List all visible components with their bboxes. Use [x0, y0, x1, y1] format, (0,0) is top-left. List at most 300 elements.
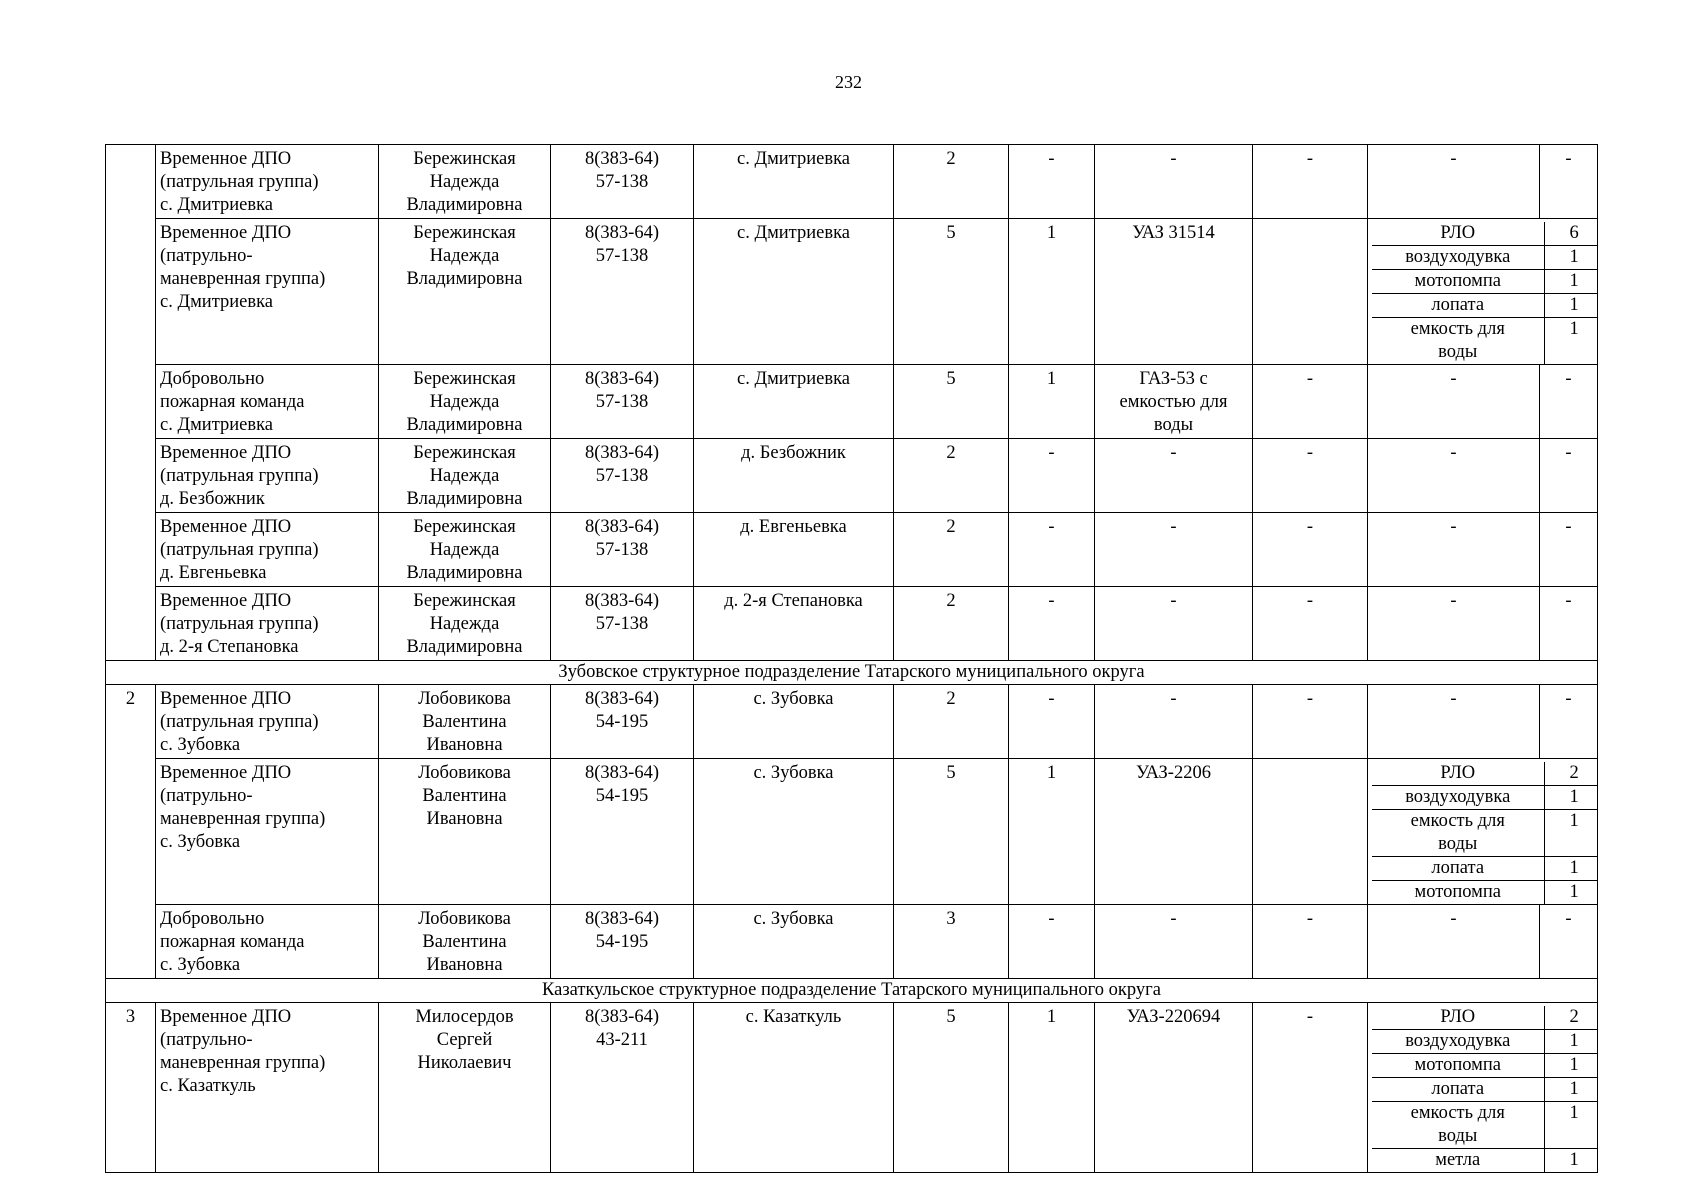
equipment-name-cell: [1372, 810, 1544, 857]
equipment-qty-cell: [1544, 1149, 1598, 1173]
table-row: [106, 145, 1598, 219]
table-row: [106, 365, 1598, 439]
equipment-qty-cell: [1544, 1102, 1598, 1149]
head-name-line: Владимировна: [406, 563, 523, 583]
equipment-qty-cell: [1544, 1054, 1598, 1078]
vehicle-model-cell: [1095, 439, 1253, 513]
equipment-qty: -: [1565, 909, 1572, 929]
phone-line: 57-138: [595, 614, 649, 634]
vehicle-model-line: -: [1170, 591, 1177, 611]
vehicle-count-cell: [1009, 513, 1095, 587]
equipment-name-cell: [1372, 762, 1544, 786]
equipment-qty: 1: [1569, 882, 1579, 902]
phone-cell: [551, 905, 694, 979]
phone-cell: [551, 365, 694, 439]
equipment-qty-cell: [1540, 587, 1598, 661]
phone-line: 8(383-64): [585, 763, 659, 783]
equipment-name: мотопомпа: [1414, 271, 1501, 291]
vehicle-model-line: ГАЗ-53 с: [1139, 369, 1208, 389]
head-name-line: Бережинская: [413, 517, 516, 537]
equipment-table: [1372, 762, 1598, 904]
equipment-name: лопата: [1431, 1079, 1485, 1099]
extra-value: -: [1306, 149, 1314, 169]
equipment-name: -: [1450, 591, 1457, 611]
head-name-line: Надежда: [429, 172, 500, 192]
phone-line: 8(383-64): [585, 591, 659, 611]
people-count-cell: [894, 219, 1009, 365]
equipment-qty: -: [1565, 517, 1572, 537]
equipment-qty: 1: [1569, 858, 1579, 878]
place-text: д. 2-я Степановка: [724, 591, 863, 611]
unit-name-line: Временное ДПО: [160, 1007, 292, 1027]
unit-name-line: (патрульно-: [160, 1030, 253, 1050]
equipment-name: емкость для: [1410, 811, 1505, 831]
head-name-cell: [379, 219, 551, 365]
place-cell: [694, 1003, 894, 1173]
vehicle-count: 1: [1046, 223, 1057, 243]
unit-name-line: Временное ДПО: [160, 763, 292, 783]
vehicle-model-cell: [1095, 365, 1253, 439]
people-count-cell: [894, 905, 1009, 979]
phone-line: 8(383-64): [585, 443, 659, 463]
vehicle-count-cell: [1009, 439, 1095, 513]
equipment-row: [1372, 246, 1598, 270]
vehicle-count-cell: [1009, 1003, 1095, 1173]
equipment-qty-cell: [1544, 1006, 1598, 1030]
equipment-row: [1372, 786, 1598, 810]
phone-cell: [551, 685, 694, 759]
equipment-row: [1372, 1149, 1598, 1173]
place-text: с. Зубовка: [753, 909, 834, 929]
equipment-name-cell: [1372, 318, 1544, 365]
group-number: [106, 145, 156, 661]
group-number: 3: [106, 1003, 156, 1173]
phone-line: 8(383-64): [585, 223, 659, 243]
unit-name-line: (патрульно-: [160, 246, 253, 266]
head-name-line: Валентина: [422, 786, 507, 806]
equipment-row: [1372, 294, 1598, 318]
place-cell: [694, 365, 894, 439]
equipment-qty: -: [1565, 443, 1572, 463]
head-name-line: Сергей: [436, 1030, 493, 1050]
unit-name-line: д. 2-я Степановка: [160, 637, 299, 657]
people-count-cell: [894, 365, 1009, 439]
head-name-line: Лобовикова: [418, 763, 511, 783]
unit-name-line: Временное ДПО: [160, 517, 292, 537]
vehicle-count: -: [1048, 149, 1055, 169]
equipment-row: [1372, 270, 1598, 294]
equipment-row: [1372, 857, 1598, 881]
head-name-cell: [379, 905, 551, 979]
section-header-row: [106, 661, 1598, 685]
head-name-cell: [379, 685, 551, 759]
vehicle-model-cell: [1095, 513, 1253, 587]
extra-cell: [1253, 1003, 1368, 1173]
unit-name-line: с. Дмитриевка: [160, 292, 274, 312]
head-name-line: Николаевич: [417, 1053, 512, 1073]
equipment-name: РЛО: [1440, 223, 1476, 243]
equipment-row: [1372, 318, 1598, 365]
unit-name-line: с. Зубовка: [160, 735, 241, 755]
vehicle-model-cell: [1095, 759, 1253, 905]
unit-name-line: с. Дмитриевка: [160, 195, 274, 215]
place-cell: [694, 905, 894, 979]
equipment-name: воды: [1438, 342, 1478, 362]
equipment-qty-cell: [1544, 270, 1598, 294]
equipment-qty-cell: [1540, 513, 1598, 587]
vehicle-model-line: -: [1170, 517, 1177, 537]
vehicle-count: -: [1048, 443, 1055, 463]
equipment-name-cell: [1372, 881, 1544, 905]
section-title: Казаткульское структурное подразделение Татарского муниципального округа: [106, 979, 1598, 1003]
equipment-name-cell: [1372, 294, 1544, 318]
phone-cell: [551, 439, 694, 513]
equipment-qty-cell: [1540, 365, 1598, 439]
head-name-line: Надежда: [429, 466, 500, 486]
head-name-line: Надежда: [429, 540, 500, 560]
place-cell: [694, 685, 894, 759]
unit-name-line: (патрульная группа): [160, 712, 319, 732]
phone-line: 8(383-64): [585, 1007, 659, 1027]
people-count-cell: [894, 587, 1009, 661]
people-count: 3: [946, 909, 956, 929]
equipment-qty-cell: [1540, 685, 1598, 759]
equipment-name-cell: [1368, 587, 1540, 661]
people-count-cell: [894, 685, 1009, 759]
head-name-line: Владимировна: [406, 637, 523, 657]
extra-value: -: [1306, 689, 1314, 709]
place-cell: [694, 439, 894, 513]
unit-name-line: Добровольно: [160, 369, 265, 389]
people-count: 2: [946, 689, 956, 709]
equipment-name-cell: [1372, 1054, 1544, 1078]
place-text: с. Казаткуль: [745, 1007, 842, 1027]
vehicle-model-cell: [1095, 685, 1253, 759]
extra-value: -: [1306, 909, 1314, 929]
vehicle-model-line: -: [1170, 909, 1177, 929]
vehicle-model-cell: [1095, 1003, 1253, 1173]
head-name-cell: [379, 759, 551, 905]
equipment-qty-cell: [1540, 905, 1598, 979]
equipment-row: [1372, 1078, 1598, 1102]
unit-name-line: с. Зубовка: [160, 955, 241, 975]
unit-name-line: Добровольно: [160, 909, 265, 929]
place-text: д. Безбожник: [741, 443, 846, 463]
phone-line: 54-195: [595, 932, 649, 952]
equipment-qty-cell: [1544, 294, 1598, 318]
equipment-name: лопата: [1431, 295, 1485, 315]
equipment-name: воды: [1438, 1126, 1478, 1146]
head-name-cell: [379, 513, 551, 587]
unit-name-cell: [156, 219, 379, 365]
phone-line: 54-195: [595, 786, 649, 806]
equipment-qty: 2: [1569, 1007, 1579, 1027]
equipment-cell: [1368, 219, 1598, 365]
equipment-name: -: [1450, 149, 1457, 169]
unit-name-line: маневренная группа): [160, 269, 326, 289]
section-title: Зубовское структурное подразделение Татарского муниципального округа: [106, 661, 1598, 685]
vehicle-model-cell: [1095, 219, 1253, 365]
head-name-cell: [379, 587, 551, 661]
equipment-row: [1372, 1054, 1598, 1078]
equipment-name-cell: [1372, 857, 1544, 881]
equipment-qty-cell: [1544, 881, 1598, 905]
place-text: с. Дмитриевка: [736, 223, 850, 243]
equipment-name-cell: [1372, 1149, 1544, 1173]
equipment-qty-cell: [1540, 439, 1598, 513]
head-name-line: Бережинская: [413, 443, 516, 463]
head-name-line: Ивановна: [426, 809, 503, 829]
unit-name-line: маневренная группа): [160, 1053, 326, 1073]
equipment-qty: 1: [1569, 811, 1579, 831]
extra-cell: [1253, 513, 1368, 587]
fire-units-table: [105, 144, 1598, 1173]
equipment-qty-cell: [1544, 1030, 1598, 1054]
equipment-name-cell: [1372, 1030, 1544, 1054]
equipment-name: лопата: [1431, 858, 1485, 878]
phone-cell: [551, 1003, 694, 1173]
vehicle-model-line: УАЗ 31514: [1132, 223, 1215, 243]
unit-name-line: (патрульная группа): [160, 466, 319, 486]
equipment-row: [1372, 1030, 1598, 1054]
equipment-name-cell: [1368, 513, 1540, 587]
phone-line: 8(383-64): [585, 369, 659, 389]
equipment-qty: 1: [1569, 1103, 1579, 1123]
people-count-cell: [894, 513, 1009, 587]
equipment-name: -: [1450, 909, 1457, 929]
people-count: 2: [946, 443, 956, 463]
extra-value: -: [1306, 591, 1314, 611]
phone-line: 57-138: [595, 466, 649, 486]
unit-name-cell: [156, 145, 379, 219]
unit-name-line: Временное ДПО: [160, 689, 292, 709]
equipment-name-cell: [1372, 222, 1544, 246]
place-cell: [694, 759, 894, 905]
head-name-cell: [379, 439, 551, 513]
equipment-qty: 2: [1569, 763, 1579, 783]
vehicle-count-cell: [1009, 219, 1095, 365]
equipment-name: -: [1450, 369, 1457, 389]
equipment-qty: 1: [1569, 1031, 1579, 1051]
vehicle-model-cell: [1095, 905, 1253, 979]
equipment-qty-cell: [1544, 318, 1598, 365]
vehicle-model-line: УАЗ-220694: [1126, 1007, 1221, 1027]
vehicle-model-line: УАЗ-2206: [1136, 763, 1211, 783]
phone-cell: [551, 759, 694, 905]
table-row: [106, 513, 1598, 587]
people-count-cell: [894, 145, 1009, 219]
unit-name-cell: [156, 513, 379, 587]
unit-name-line: Временное ДПО: [160, 443, 292, 463]
people-count-cell: [894, 1003, 1009, 1173]
head-name-line: Владимировна: [406, 415, 523, 435]
equipment-qty: 1: [1569, 1079, 1579, 1099]
equipment-name: емкость для: [1410, 319, 1505, 339]
phone-line: 57-138: [595, 172, 649, 192]
equipment-row: [1372, 762, 1598, 786]
place-text: с. Дмитриевка: [736, 149, 850, 169]
unit-name-line: д. Безбожник: [160, 489, 265, 509]
equipment-name-cell: [1372, 786, 1544, 810]
equipment-name-cell: [1368, 145, 1540, 219]
equipment-qty: 1: [1569, 1150, 1579, 1170]
unit-name-line: с. Казаткуль: [160, 1076, 256, 1096]
equipment-name: воздуходувка: [1405, 247, 1511, 267]
equipment-name: мотопомпа: [1414, 882, 1501, 902]
equipment-qty: 1: [1569, 1055, 1579, 1075]
head-name-cell: [379, 1003, 551, 1173]
vehicle-model-line: воды: [1153, 415, 1194, 435]
equipment-name: РЛО: [1440, 763, 1476, 783]
equipment-name: воды: [1438, 834, 1478, 854]
unit-name-cell: [156, 587, 379, 661]
vehicle-count: -: [1048, 517, 1055, 537]
head-name-line: Валентина: [422, 712, 507, 732]
equipment-name-cell: [1368, 905, 1540, 979]
phone-line: 57-138: [595, 246, 649, 266]
equipment-name: -: [1450, 689, 1457, 709]
equipment-name: метла: [1435, 1150, 1481, 1170]
equipment-qty: 1: [1569, 319, 1579, 339]
vehicle-count: -: [1048, 909, 1055, 929]
equipment-row: [1372, 810, 1598, 857]
head-name-line: Лобовикова: [418, 909, 511, 929]
equipment-table: [1372, 222, 1598, 364]
extra-value: -: [1306, 369, 1314, 389]
vehicle-count: 1: [1046, 369, 1057, 389]
group-number: 2: [106, 685, 156, 979]
equipment-name: мотопомпа: [1414, 1055, 1501, 1075]
extra-cell: [1253, 759, 1368, 905]
unit-name-line: (патрульная группа): [160, 614, 319, 634]
unit-name-line: (патрульно-: [160, 786, 253, 806]
place-cell: [694, 587, 894, 661]
phone-line: 54-195: [595, 712, 649, 732]
phone-line: 8(383-64): [585, 689, 659, 709]
extra-value: -: [1306, 1007, 1314, 1027]
equipment-qty-cell: [1544, 1078, 1598, 1102]
head-name-cell: [379, 365, 551, 439]
equipment-name-cell: [1368, 365, 1540, 439]
place-cell: [694, 145, 894, 219]
unit-name-cell: [156, 439, 379, 513]
head-name-line: Владимировна: [406, 269, 523, 289]
head-name-line: Валентина: [422, 932, 507, 952]
equipment-qty: 1: [1569, 295, 1579, 315]
place-text: с. Зубовка: [753, 763, 834, 783]
unit-name-line: маневренная группа): [160, 809, 326, 829]
vehicle-count: 1: [1046, 1007, 1057, 1027]
equipment-qty: 1: [1569, 271, 1579, 291]
head-name-line: Ивановна: [426, 735, 503, 755]
unit-name-line: д. Евгеньевка: [160, 563, 267, 583]
vehicle-count-cell: [1009, 905, 1095, 979]
phone-cell: [551, 587, 694, 661]
extra-value: -: [1306, 443, 1314, 463]
equipment-qty-cell: [1544, 246, 1598, 270]
vehicle-count: 1: [1046, 763, 1057, 783]
equipment-row: [1372, 222, 1598, 246]
head-name-line: Владимировна: [406, 195, 523, 215]
vehicle-model-line: -: [1170, 443, 1177, 463]
equipment-qty: -: [1565, 369, 1572, 389]
vehicle-count-cell: [1009, 145, 1095, 219]
equipment-qty: 1: [1569, 247, 1579, 267]
equipment-qty: -: [1565, 689, 1572, 709]
unit-name-cell: [156, 685, 379, 759]
place-text: с. Зубовка: [753, 689, 834, 709]
equipment-table: [1372, 1006, 1598, 1172]
equipment-qty: 6: [1569, 223, 1579, 243]
unit-name-line: (патрульная группа): [160, 172, 319, 192]
vehicle-count: -: [1048, 689, 1055, 709]
unit-name-line: Временное ДПО: [160, 591, 292, 611]
equipment-cell: [1368, 759, 1598, 905]
unit-name-line: Временное ДПО: [160, 149, 292, 169]
head-name-line: Бережинская: [413, 223, 516, 243]
vehicle-count-cell: [1009, 759, 1095, 905]
head-name-line: Бережинская: [413, 149, 516, 169]
table-row: [106, 905, 1598, 979]
unit-name-cell: [156, 759, 379, 905]
head-name-line: Надежда: [429, 614, 500, 634]
phone-line: 8(383-64): [585, 909, 659, 929]
unit-name-cell: [156, 905, 379, 979]
place-text: д. Евгеньевка: [740, 517, 847, 537]
extra-cell: [1253, 587, 1368, 661]
phone-line: 57-138: [595, 540, 649, 560]
phone-line: 43-211: [596, 1030, 648, 1050]
head-name-line: Владимировна: [406, 489, 523, 509]
extra-cell: [1253, 145, 1368, 219]
equipment-name: воздуходувка: [1405, 787, 1511, 807]
extra-cell: [1253, 685, 1368, 759]
place-cell: [694, 219, 894, 365]
equipment-name-cell: [1372, 1078, 1544, 1102]
equipment-name-cell: [1368, 685, 1540, 759]
head-name-line: Надежда: [429, 392, 500, 412]
equipment-qty-cell: [1544, 786, 1598, 810]
head-name-line: Бережинская: [413, 369, 516, 389]
head-name-line: Надежда: [429, 246, 500, 266]
equipment-name-cell: [1372, 270, 1544, 294]
vehicle-model-line: емкостью для: [1119, 392, 1228, 412]
people-count: 5: [946, 763, 956, 783]
extra-cell: [1253, 439, 1368, 513]
unit-name-line: пожарная команда: [160, 932, 305, 952]
extra-cell: [1253, 365, 1368, 439]
phone-line: 8(383-64): [585, 517, 659, 537]
head-name-line: Лобовикова: [418, 689, 511, 709]
phone-line: 8(383-64): [585, 149, 659, 169]
section-header-row: [106, 979, 1598, 1003]
vehicle-model-line: -: [1170, 689, 1177, 709]
equipment-qty: 1: [1569, 787, 1579, 807]
equipment-row: [1372, 881, 1598, 905]
unit-name-line: с. Зубовка: [160, 832, 241, 852]
people-count: 5: [946, 1007, 956, 1027]
equipment-name-cell: [1368, 439, 1540, 513]
place-cell: [694, 513, 894, 587]
people-count: 2: [946, 149, 956, 169]
vehicle-model-cell: [1095, 145, 1253, 219]
equipment-qty-cell: [1544, 857, 1598, 881]
vehicle-count: -: [1048, 591, 1055, 611]
equipment-row: [1372, 1102, 1598, 1149]
equipment-qty: -: [1565, 591, 1572, 611]
table-row: [106, 1003, 1598, 1173]
equipment-qty-cell: [1544, 810, 1598, 857]
